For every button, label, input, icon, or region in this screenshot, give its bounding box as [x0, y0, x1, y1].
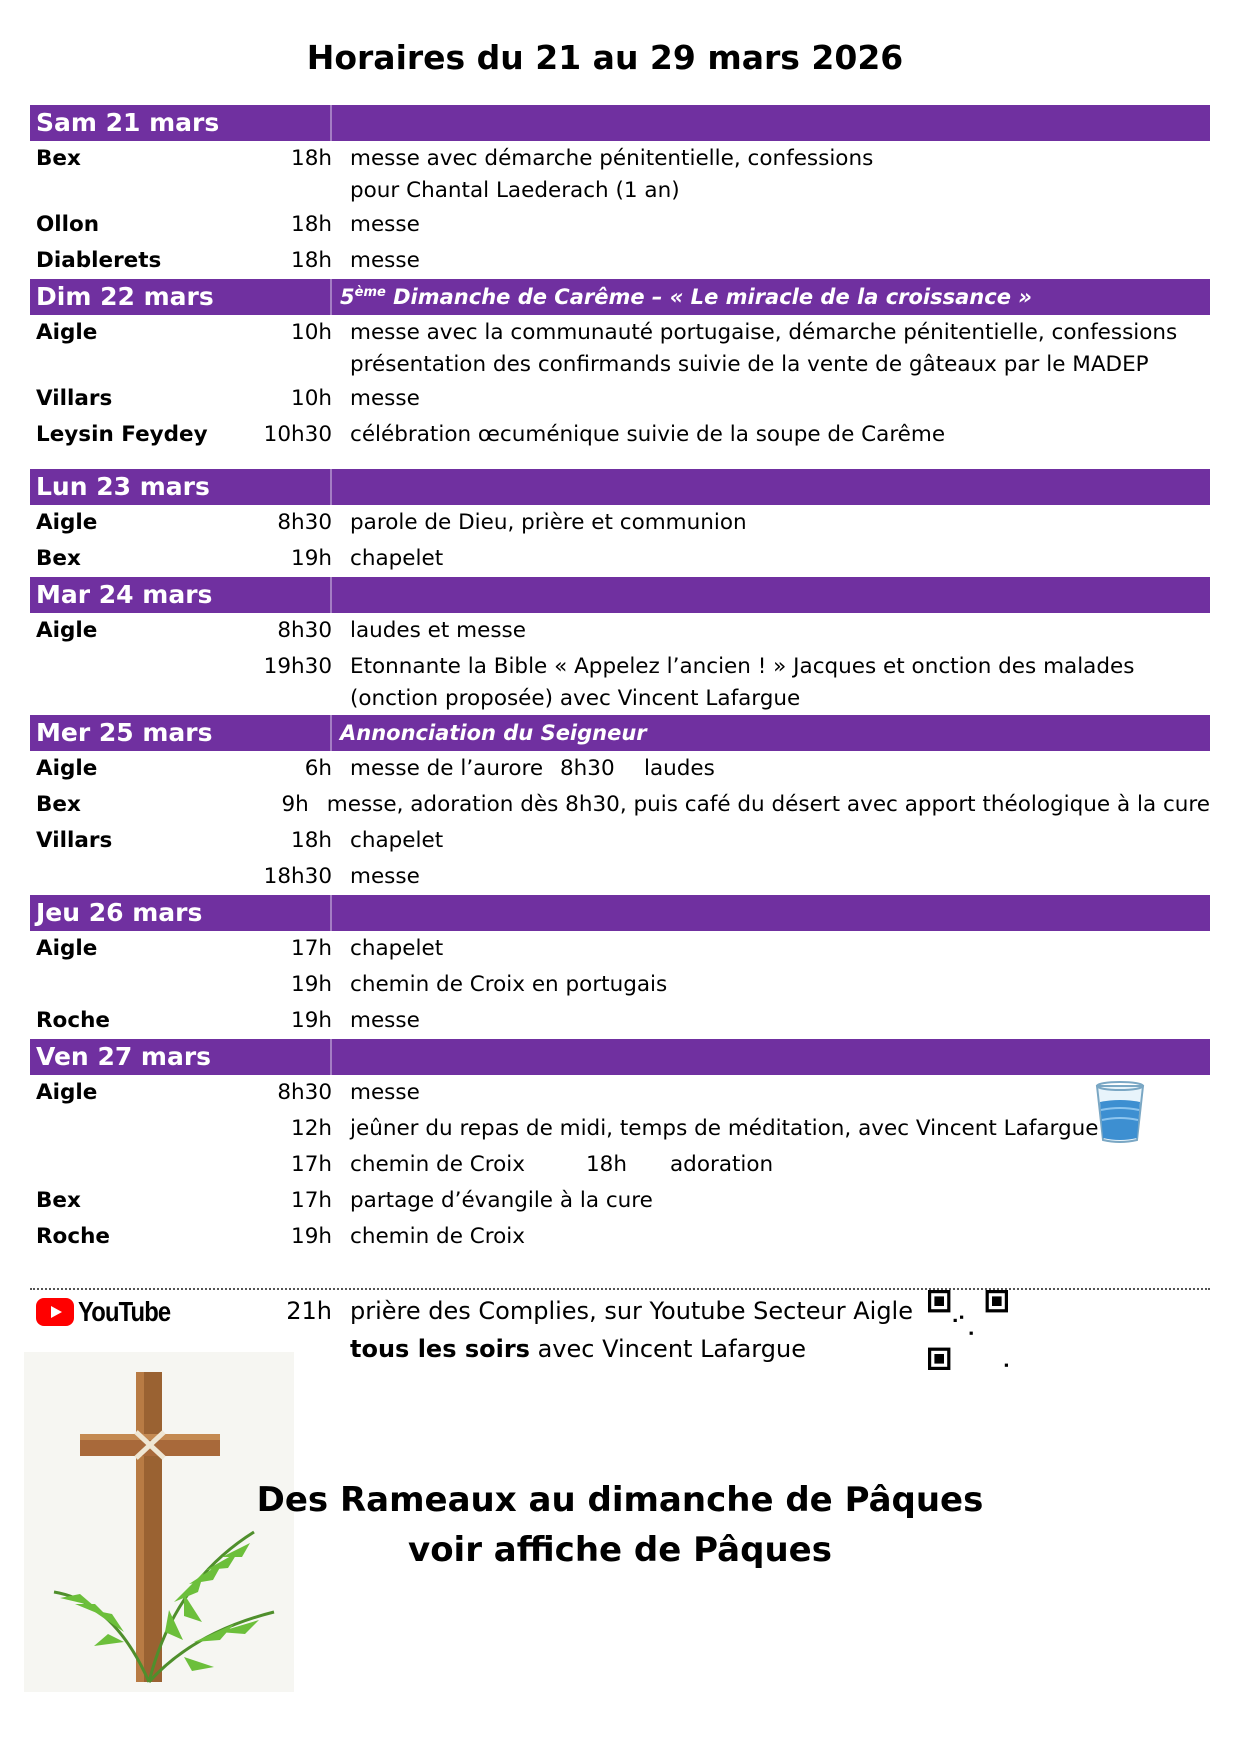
entry-time: 10h: [291, 320, 332, 345]
entry-description: [344, 649, 1210, 715]
entry-extra-time: 8h30: [560, 756, 615, 781]
schedule-entry: [30, 243, 1210, 279]
schedule-entry: [30, 541, 1210, 577]
entry-description: [344, 541, 1210, 577]
cross-palm-image: [24, 1352, 294, 1692]
entry-line: chapelet: [350, 936, 444, 961]
entry-line: [350, 1149, 1210, 1181]
entry-extra-desc: laudes: [644, 756, 715, 781]
entry-description: [344, 823, 1210, 859]
day-header: [30, 895, 1210, 931]
entry-time: 18h: [291, 248, 332, 273]
entry-time: 17h: [291, 1188, 332, 1213]
day-header: [30, 105, 1210, 141]
closing-line-1: Des Rameaux au dimanche de Pâques: [256, 1480, 984, 1520]
entry-description: [344, 243, 1210, 279]
entry-place: Aigle: [36, 320, 98, 345]
youtube-description: [344, 1292, 913, 1368]
day-header: [30, 715, 1210, 751]
entry-place: [30, 1147, 254, 1183]
schedule-entry: [30, 787, 1210, 823]
entry-time: 19h: [291, 1224, 332, 1249]
entry-line: [350, 753, 1210, 785]
youtube-time: 21h: [286, 1297, 332, 1325]
entry-line: messe, adoration dès 8h30, puis café du désert avec apport théologique à la cure: [326, 792, 1210, 817]
entry-line: (onction proposée) avec Vincent Lafargue: [350, 686, 801, 711]
entry-description: [344, 613, 1210, 649]
entry-extra-desc: adoration: [670, 1152, 774, 1177]
entry-description: [344, 1183, 1210, 1219]
entry-line: chapelet: [350, 828, 444, 853]
entry-line: jeûner du repas de midi, temps de méditation, avec Vincent Lafargue: [350, 1116, 1099, 1141]
entry-time: 19h: [291, 972, 332, 997]
entry-line-text: messe de l’aurore: [350, 756, 544, 781]
entry-place: Bex: [36, 792, 81, 817]
entry-line: messe: [350, 248, 420, 273]
youtube-line-1: prière des Complies, sur Youtube Secteur Aigle: [350, 1297, 913, 1325]
feast-superscript: ème: [354, 285, 386, 300]
cross-palm-illustration: [24, 1352, 294, 1692]
entry-description: [344, 1147, 1210, 1183]
entry-description: [344, 859, 1210, 895]
entry-description: [344, 751, 1210, 787]
entry-place: Roche: [36, 1008, 110, 1033]
entry-time: 18h: [291, 146, 332, 171]
dotted-divider: [30, 1288, 1210, 1290]
schedule-entry: [30, 751, 1210, 787]
schedule-entry: [30, 931, 1210, 967]
entry-place: [30, 1111, 254, 1147]
entry-description: [344, 505, 1210, 541]
schedule-entry: [30, 315, 1210, 381]
entry-time: 8h30: [277, 510, 332, 535]
entry-line: messe avec démarche pénitentielle, confessions: [350, 146, 874, 171]
entry-line: chapelet: [350, 546, 444, 571]
entry-description: [344, 381, 1210, 417]
entry-description: [344, 315, 1210, 381]
schedule-entry: [30, 381, 1210, 417]
entry-time: 17h: [291, 1152, 332, 1177]
feast-title: Annonciation du Seigneur: [340, 721, 647, 745]
schedule-entry: [30, 1003, 1210, 1039]
day-name: Ven 27 mars: [30, 1039, 332, 1075]
entry-time: 6h: [304, 756, 332, 781]
youtube-line-2: [350, 1330, 913, 1368]
entry-place: Villars: [36, 828, 113, 853]
entry-time: 18h30: [263, 864, 332, 889]
entry-description: [344, 1111, 1210, 1147]
schedule-entry: [30, 417, 1210, 453]
entry-line-text: chemin de Croix: [350, 1152, 525, 1177]
entry-place: Diablerets: [36, 248, 162, 273]
youtube-logo[interactable]: [30, 1292, 254, 1332]
day-name: Dim 22 mars: [30, 279, 332, 315]
entry-line: messe: [350, 864, 420, 889]
schedule-entry: [30, 1219, 1210, 1255]
feast-number: 5: [340, 285, 355, 309]
page-title: Horaires du 21 au 29 mars 2026: [306, 38, 904, 77]
entry-description: [344, 967, 1210, 1003]
schedule-entry: [30, 141, 1210, 207]
day-header: [30, 469, 1210, 505]
entry-line: pour Chantal Laederach (1 an): [350, 178, 680, 203]
entry-place: Villars: [36, 386, 113, 411]
feast-title: [332, 285, 1032, 309]
schedule-entry: [30, 967, 1210, 1003]
entry-time: 10h: [291, 386, 332, 411]
entry-description: [344, 141, 1210, 207]
entry-line: messe: [350, 1080, 420, 1105]
feast-text: Dimanche de Carême – « Le miracle de la croissance »: [385, 285, 1032, 309]
youtube-line-2-bold: tous les soirs: [350, 1335, 530, 1363]
entry-time: 19h: [291, 546, 332, 571]
entry-place: Aigle: [36, 618, 98, 643]
entry-line: Etonnante la Bible « Appelez l’ancien ! » Jacques et onction des malades: [350, 654, 1135, 679]
day-name: Sam 21 mars: [30, 105, 332, 141]
entry-line: messe: [350, 1008, 420, 1033]
entry-place: Bex: [36, 546, 81, 571]
entry-description: [344, 931, 1210, 967]
water-glass-icon: [1093, 1080, 1147, 1144]
entry-description: [344, 1003, 1210, 1039]
entry-time: 10h30: [263, 422, 332, 447]
entry-place: Bex: [36, 1188, 81, 1213]
entry-place: Aigle: [36, 1080, 98, 1105]
entry-place: Leysin Feydey: [36, 422, 208, 447]
entry-description: [344, 207, 1210, 243]
entry-line: messe: [350, 386, 420, 411]
day-spacer: [30, 453, 1210, 469]
entry-line: chemin de Croix en portugais: [350, 972, 668, 997]
qr-code-icon[interactable]: [928, 1290, 1008, 1370]
youtube-line-2-rest: avec Vincent Lafargue: [529, 1335, 806, 1363]
schedule-entry: [30, 649, 1210, 715]
entry-time: 19h30: [263, 654, 332, 679]
entry-line: célébration œcuménique suivie de la soupe de Carême: [350, 422, 946, 447]
schedule-table: [30, 105, 1210, 1255]
entry-place: Roche: [36, 1224, 110, 1249]
entry-time: 17h: [291, 936, 332, 961]
entry-time: 9h: [281, 792, 309, 817]
schedule-entry: [30, 1183, 1210, 1219]
entry-extra-time: 18h: [586, 1152, 627, 1177]
entry-time: 12h: [291, 1116, 332, 1141]
entry-time: 18h: [291, 212, 332, 237]
entry-place: Aigle: [36, 756, 98, 781]
entry-description: [344, 417, 1210, 453]
entry-line: messe avec la communauté portugaise, démarche pénitentielle, confessions: [350, 320, 1178, 345]
entry-time: 19h: [291, 1008, 332, 1033]
day-name: Lun 23 mars: [30, 469, 332, 505]
entry-line: chemin de Croix: [350, 1224, 525, 1249]
schedule-entry: [30, 207, 1210, 243]
entry-place: [30, 859, 254, 895]
entry-line: partage d’évangile à la cure: [350, 1188, 653, 1213]
entry-time: 8h30: [277, 1080, 332, 1105]
entry-place: Ollon: [36, 212, 100, 237]
entry-line: présentation des confirmands suivie de la vente de gâteaux par le MADEP: [350, 352, 1149, 377]
day-header: [30, 1039, 1210, 1075]
schedule-entry: [30, 505, 1210, 541]
schedule-entry: [30, 1075, 1210, 1111]
schedule-entry: [30, 859, 1210, 895]
closing-line-2: voir affiche de Pâques: [408, 1530, 832, 1570]
entry-line: laudes et messe: [350, 618, 526, 643]
entry-place: [30, 967, 254, 1003]
entry-line: messe: [350, 212, 420, 237]
day-header: [30, 279, 1210, 315]
schedule-entry: [30, 613, 1210, 649]
youtube-logo-text: YouTube: [78, 1296, 171, 1327]
youtube-logo-icon: [36, 1298, 74, 1326]
entry-description: [344, 1219, 1210, 1255]
entry-place: [30, 649, 254, 715]
entry-place: Aigle: [36, 936, 98, 961]
entry-time: 8h30: [277, 618, 332, 643]
schedule-entry: [30, 823, 1210, 859]
schedule-entry: [30, 1111, 1210, 1147]
day-name: Jeu 26 mars: [30, 895, 332, 931]
day-name: Mer 25 mars: [30, 715, 332, 751]
entry-time: 18h: [291, 828, 332, 853]
entry-description: [344, 1075, 1210, 1111]
schedule-entry: [30, 1147, 1210, 1183]
day-header: [30, 577, 1210, 613]
day-name: Mar 24 mars: [30, 577, 332, 613]
entry-place: Bex: [36, 146, 81, 171]
entry-description: [321, 787, 1210, 823]
entry-place: Aigle: [36, 510, 98, 535]
entry-line: parole de Dieu, prière et communion: [350, 510, 747, 535]
